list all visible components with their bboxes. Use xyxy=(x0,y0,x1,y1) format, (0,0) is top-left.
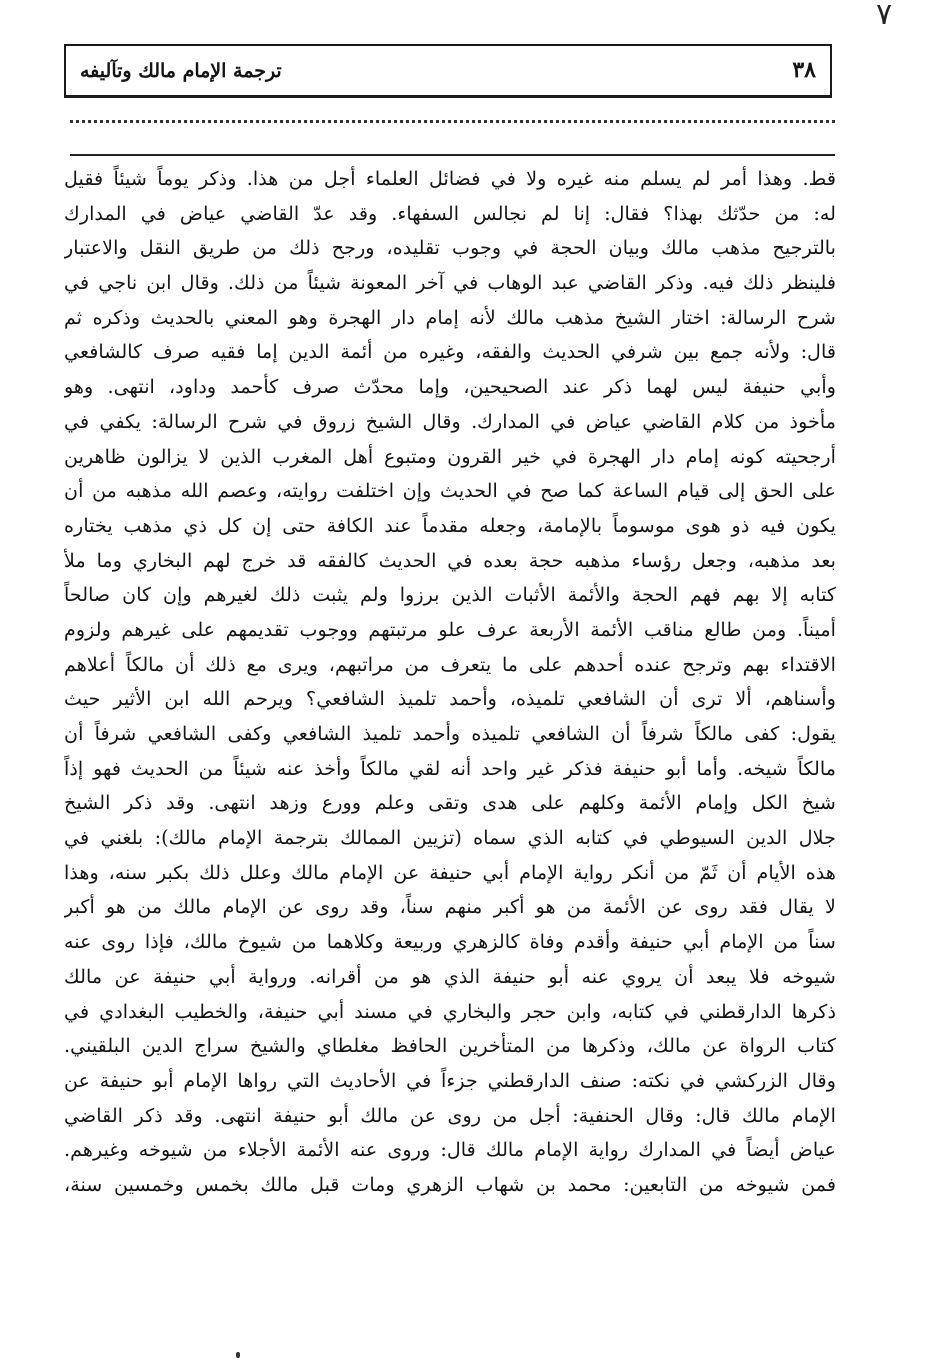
text-line: هذه الأيام أن ثَمّ من أنكر رواية الإمام أبي حنيفة عن الإمام مالك وعلل ذلك بكبر سنه، وهذا xyxy=(64,860,836,884)
text-line: الإمام مالك قال: وقال الحنفية: أجل من روى عن مالك أبو حنيفة انتهى. وقد ذكر القاضي xyxy=(64,1103,836,1127)
text-line: وأسناهم، ألا ترى أن الشافعي تلميذه، وأحمد تلميذ الشافعي؟ ويرحم الله ابن الأثير حيث xyxy=(64,687,836,711)
scan-speck xyxy=(236,1352,240,1358)
handwritten-page-mark: ٧ xyxy=(875,0,893,32)
dotted-divider xyxy=(70,120,835,123)
text-line: فلينظر ذلك فيه. وذكر القاضي عبد الوهاب في آخر المعونة شيئاً من ذلك. وقال ابن ناجي في xyxy=(64,271,836,295)
text-line: عياض أيضاً في المدارك رواية الإمام مالك قال: وروى عنه الأئمة الأجلاء من شيوخه وغيرهم. xyxy=(64,1138,836,1162)
text-line: شيخ الكل وإمام الأئمة وكلهم على هدى وتقى وعلم وورع وزهد انتهى. وقد ذكر الشيخ xyxy=(64,791,836,815)
text-line: على الحق إلى قيام الساعة كما صح في الحديث وإن اختلفت روايته، وعصم الله مذهبه من أن xyxy=(64,479,836,503)
text-line: بالترجيح مذهب مالك وبيان الحجة في وجوب تقليده، ورجح ذلك من طريق النقل والاعتبار xyxy=(64,236,836,260)
text-line: وأبي حنيفة ليس لهما ذكر عند الصحيحين، وإما محدّث صرف كأحمد وداود، انتهى. وهو xyxy=(64,375,836,399)
text-line: مالكاً شيخه. وأما أبو حنيفة فذكر غير واحد أنه لقي مالكاً وأخذ عنه شيئاً من الحديث فهو إذاً xyxy=(64,756,836,780)
text-line: مأخوذ من كلام القاضي عياض في المدارك. وقال الشيخ زروق في شرح الرسالة: يكفي في xyxy=(64,409,836,433)
text-line: كتاب الرواة عن مالك، وذكرها من المتأخرين الحافظ مغلطاي والشيخ سراج الدين البلقيني. xyxy=(64,1034,836,1058)
text-line: شيوخه فلا يبعد أن يروي عنه أبو حنيفة الذي هو من أقرانه. ورواية أبي حنيفة عن مالك xyxy=(64,964,836,988)
page-header xyxy=(64,44,832,98)
running-title: ترجمة الإمام مالك وتآليفه xyxy=(80,60,282,82)
text-line: ذكرها الدارقطني في كتابه، وابن حجر والبخاري في مسند أبي حنيفة، والخطيب البغدادي في xyxy=(64,999,836,1023)
text-line: جلال الدين السيوطي في كتابه الذي سماه (تزيين الممالك بترجمة الإمام مالك): بلغني في xyxy=(64,826,836,850)
text-line: يكون فيه ذو هوى موسوماً بالإمامة، وجعله مقدماً عند الكافة حتى إن كل ذي مذهب يختاره xyxy=(64,513,836,537)
text-line: يقول: كفى مالكاً شرفاً أن الشافعي تلميذه وأحمد تلميذ الشافعي وكفى الشافعي شرفاً أن xyxy=(64,722,836,745)
text-line: أميناً. ومن طالع مناقب الأئمة الأربعة عرف علو مرتبتهم ووجوب تقديمهم على غيرهم ولزوم xyxy=(64,617,836,641)
text-line: وقال الزركشي في نكته: صنف الدارقطني جزءاً في الأحاديث التي رواها الإمام أبو حنيفة عن xyxy=(64,1068,836,1092)
solid-divider xyxy=(70,154,835,156)
text-line: لا يقال فقد روى عن الأئمة من هو أكبر منهم سناً، وقد روى عن الإمام مالك من هو أكبر xyxy=(64,895,836,919)
text-line: فمن شيوخه من التابعين: محمد بن شهاب الزهري ومات قبل مالك بخمس وخمسين سنة، xyxy=(64,1172,836,1196)
body-text xyxy=(64,162,836,1203)
text-line: شرح الرسالة: اختار الشيخ مذهب مالك لأنه إمام دار الهجرة وهو المعني بالحديث وذكره ثم xyxy=(64,305,836,329)
text-line: أرجحيته كونه إمام دار الهجرة في خير القرون ومتبوع أهل المغرب الذين لا يزالون ظاهرين xyxy=(64,444,836,468)
page-number: ٣٨ xyxy=(792,57,816,83)
text-line: الاقتداء بهم وترجح عنده أحدهم على ما يتعرف من مراتبهم، ويرى مع ذلك أن مالكاً أعلاهم xyxy=(64,652,836,676)
text-line: سناً من الإمام أبي حنيفة وأقدم وفاة كالزهري وربيعة وكلاهما من شيوخ مالك، فإذا روى عنه xyxy=(64,930,836,954)
text-line: كتابه إلا بهم فهم الحجة والأئمة الأثبات الذين برزوا ولم يثبت ذلك لغيرهم وإن كان صالحاً xyxy=(64,583,836,607)
text-line: له: من حدّثك بهذا؟ فقال: إنا لم نجالس السفهاء. وقد عدّ القاضي عياض في المدارك xyxy=(64,201,836,225)
text-line: قط. وهذا أمر لم يسلم منه غيره ولا في فضائل العلماء أجل من هذا. وذكر يوماً شيئاً فقيل xyxy=(64,167,836,190)
text-line: قال: ولأنه جمع بين شرفي الحديث والفقه، وغيره من أئمة الدين إما فقيه صرف كالشافعي xyxy=(64,340,836,364)
text-line: بعد مذهبه، وجعل رؤساء مذهبه حجة بعده في الحديث كالفقه قد خرج لهم البخاري وما ملأ xyxy=(64,548,836,572)
